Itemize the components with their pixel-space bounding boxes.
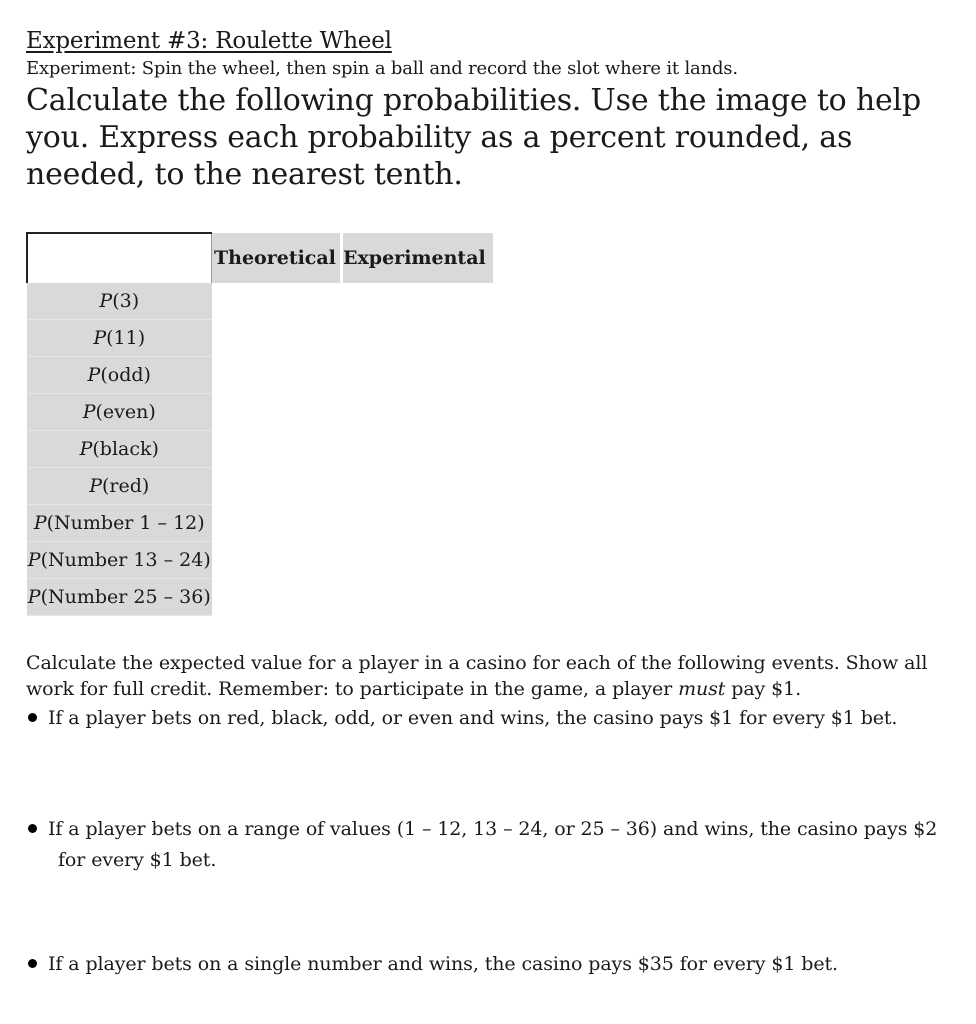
theoretical-cell [212, 579, 342, 616]
column-header-theoretical: Theoretical [212, 233, 342, 283]
experimental-cell [342, 468, 494, 505]
bullet-text: If a player bets on red, black, odd, or even and wins, the casino pays $1 for every $1 bet. [48, 707, 898, 729]
probability-table [26, 232, 493, 616]
bullet-dot-icon [28, 959, 37, 968]
theoretical-cell [212, 468, 342, 505]
worksheet-title: Experiment #3: Roulette Wheel [26, 28, 392, 54]
probability-instructions: Calculate the following probabilities. Use the image to help you. Express each probability as a percent rounded, as needed, to the nearest tenth. [26, 83, 921, 192]
bullet-item-range-bet [28, 814, 958, 876]
bullet-text: If a player bets on a range of values (1 – 12, 13 – 24, or 25 – 36) and wins, the casino pays $2 for every $1 bet. [48, 818, 938, 871]
row-label-p3: P(3) [27, 283, 212, 320]
theoretical-cell [212, 357, 342, 394]
experiment-description: Experiment: Spin the wheel, then spin a ball and record the slot where it lands. [26, 58, 738, 79]
bullet-item-even-money [28, 703, 958, 734]
column-header-experimental: Experimental [342, 233, 494, 283]
row-label-black: P(black) [27, 431, 212, 468]
theoretical-cell [212, 320, 342, 357]
experimental-cell [342, 431, 494, 468]
table-row [27, 579, 493, 616]
experimental-cell [342, 283, 494, 320]
table-row [27, 505, 493, 542]
table-row [27, 283, 493, 320]
theoretical-cell [212, 505, 342, 542]
row-label-number-25-36: P(Number 25 – 36) [27, 579, 212, 616]
table-corner-cell [27, 233, 212, 283]
experimental-cell [342, 357, 494, 394]
experimental-cell [342, 505, 494, 542]
expected-value-instructions: Calculate the expected value for a player in a casino for each of the following events. Show all work for full credit. Remember: to participate in the game, a player must pay $1. [26, 652, 928, 700]
theoretical-cell [212, 283, 342, 320]
table-row [27, 394, 493, 431]
table-header-row [27, 233, 493, 283]
bullet-dot-icon [28, 713, 37, 722]
bullet-item-single-number [28, 949, 958, 980]
row-label-red: P(red) [27, 468, 212, 505]
bullet-text: If a player bets on a single number and wins, the casino pays $35 for every $1 bet. [48, 953, 838, 975]
row-label-even: P(even) [27, 394, 212, 431]
experimental-cell [342, 320, 494, 357]
table-row [27, 320, 493, 357]
row-label-number-1-12: P(Number 1 – 12) [27, 505, 212, 542]
row-label-p11: P(11) [27, 320, 212, 357]
table-row [27, 542, 493, 579]
bullet-dot-icon [28, 824, 37, 833]
experimental-cell [342, 542, 494, 579]
table-row [27, 431, 493, 468]
theoretical-cell [212, 394, 342, 431]
emphasis-must: must [678, 678, 726, 700]
row-label-number-13-24: P(Number 13 – 24) [27, 542, 212, 579]
row-label-odd: P(odd) [27, 357, 212, 394]
theoretical-cell [212, 542, 342, 579]
experimental-cell [342, 579, 494, 616]
theoretical-cell [212, 431, 342, 468]
experimental-cell [342, 394, 494, 431]
table-row [27, 357, 493, 394]
table-row [27, 468, 493, 505]
